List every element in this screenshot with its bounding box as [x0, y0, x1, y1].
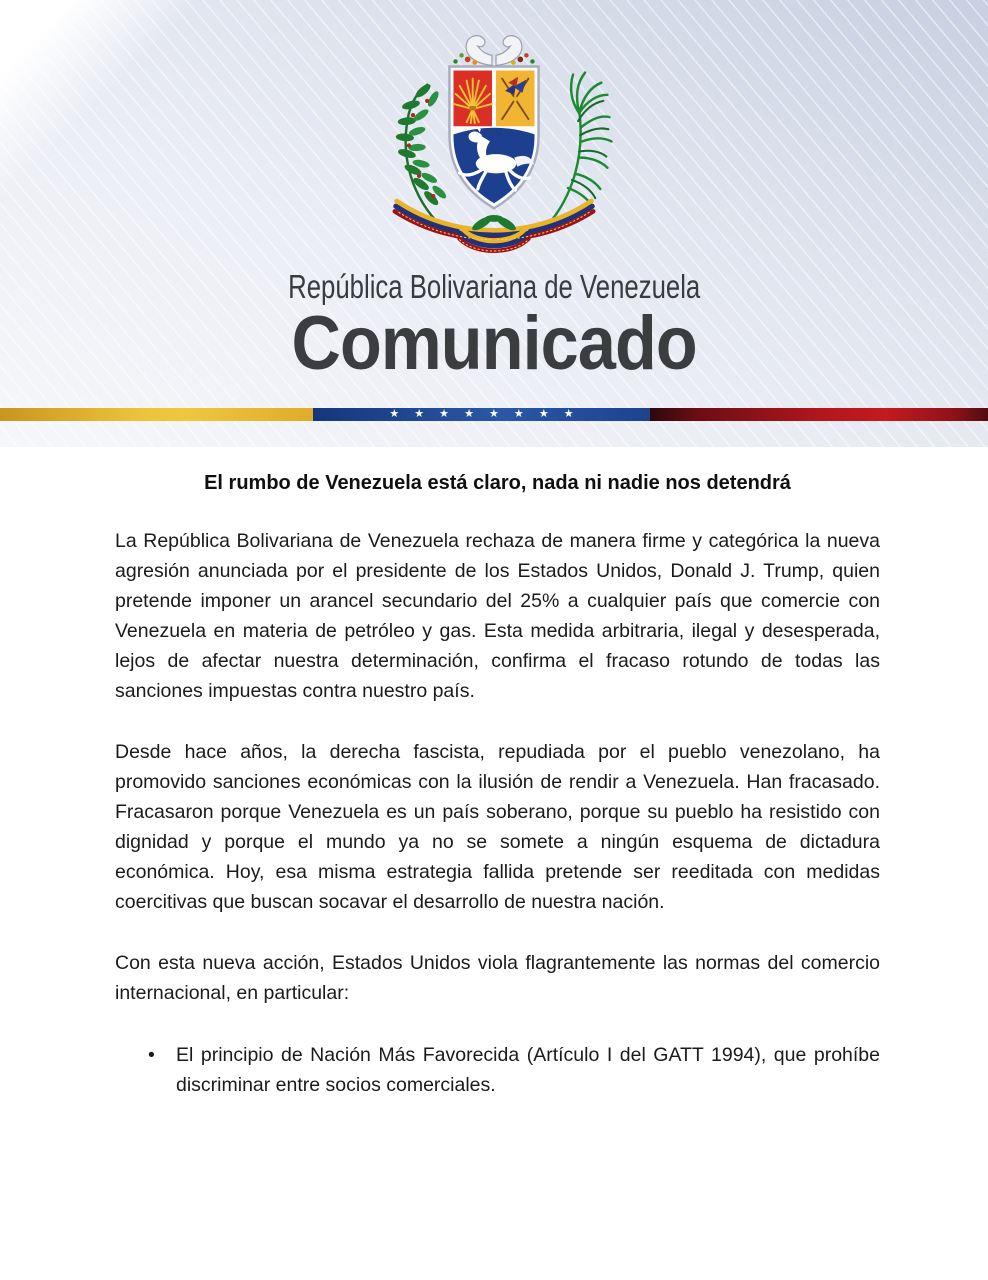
comunicado-title [0, 300, 988, 387]
paragraph-1: La República Bolivariana de Venezuela rechaza de manera firme y categórica la nueva agresión anunciada por el presidente de los Estados Unidos, Donald J. Trump, quien pretende imponer un arancel secundario del 25% a cualquier país que comercie con Venezuela en materia de petróleo y gas. Esta medida arbitraria, ilegal y desesperada, lejos de afectar nuestra determinación, confirma el fracaso rotundo de todas las sanciones impuestas contra nuestro país. [115, 530, 880, 702]
flag-stripe-bar [0, 408, 988, 421]
flag-yellow-segment [0, 408, 313, 421]
flag-red-segment [650, 408, 988, 421]
header-banner [0, 0, 988, 447]
fruits [453, 53, 534, 65]
country-name-text: República Bolivariana de Venezuela [287, 268, 701, 305]
bullet-marker: • [148, 1044, 155, 1066]
paragraph-3: Con esta nueva acción, Estados Unidos viola flagrantemente las normas del comercio internacional, en particular: [115, 952, 880, 1004]
palm-branch [547, 73, 612, 227]
document-heading: El rumbo de Venezuela está claro, nada ni nadie nos detendrá [204, 472, 791, 494]
list-item [148, 1040, 880, 1100]
communique-body [0, 447, 988, 1100]
bullet-text: El principio de Nación Más Favorecida (Artículo I del GATT 1994), que prohíbe discriminar entre socios comerciales. [176, 1044, 880, 1096]
bullet-list [115, 1040, 880, 1100]
cornucopias [453, 36, 534, 66]
flag-blue-segment [313, 408, 650, 421]
comunicado-title-text: Comunicado [291, 301, 697, 386]
flag-stars: ★ ★ ★ ★ ★ ★ ★ ★ [389, 408, 574, 420]
paragraph-2: Desde hace años, la derecha fascista, repudiada por el pueblo venezolano, ha promovido sanciones económicas con la ilusión de rendir a Venezuela. Han fracasado. Fracasaron porque Venezuela es un país soberano, porque su pueblo ha resistido con dignidad y porque el mundo ya no se somete a ningún esquema de dictadura económica. Hoy, esa misma estrategia fallida pretende ser reeditada con medidas coercitivas que buscan socavar el desarrollo de nuestra nación. [115, 741, 880, 913]
crest-container [0, 28, 988, 271]
shield [449, 66, 538, 208]
venezuela-coat-of-arms-icon [362, 28, 626, 266]
